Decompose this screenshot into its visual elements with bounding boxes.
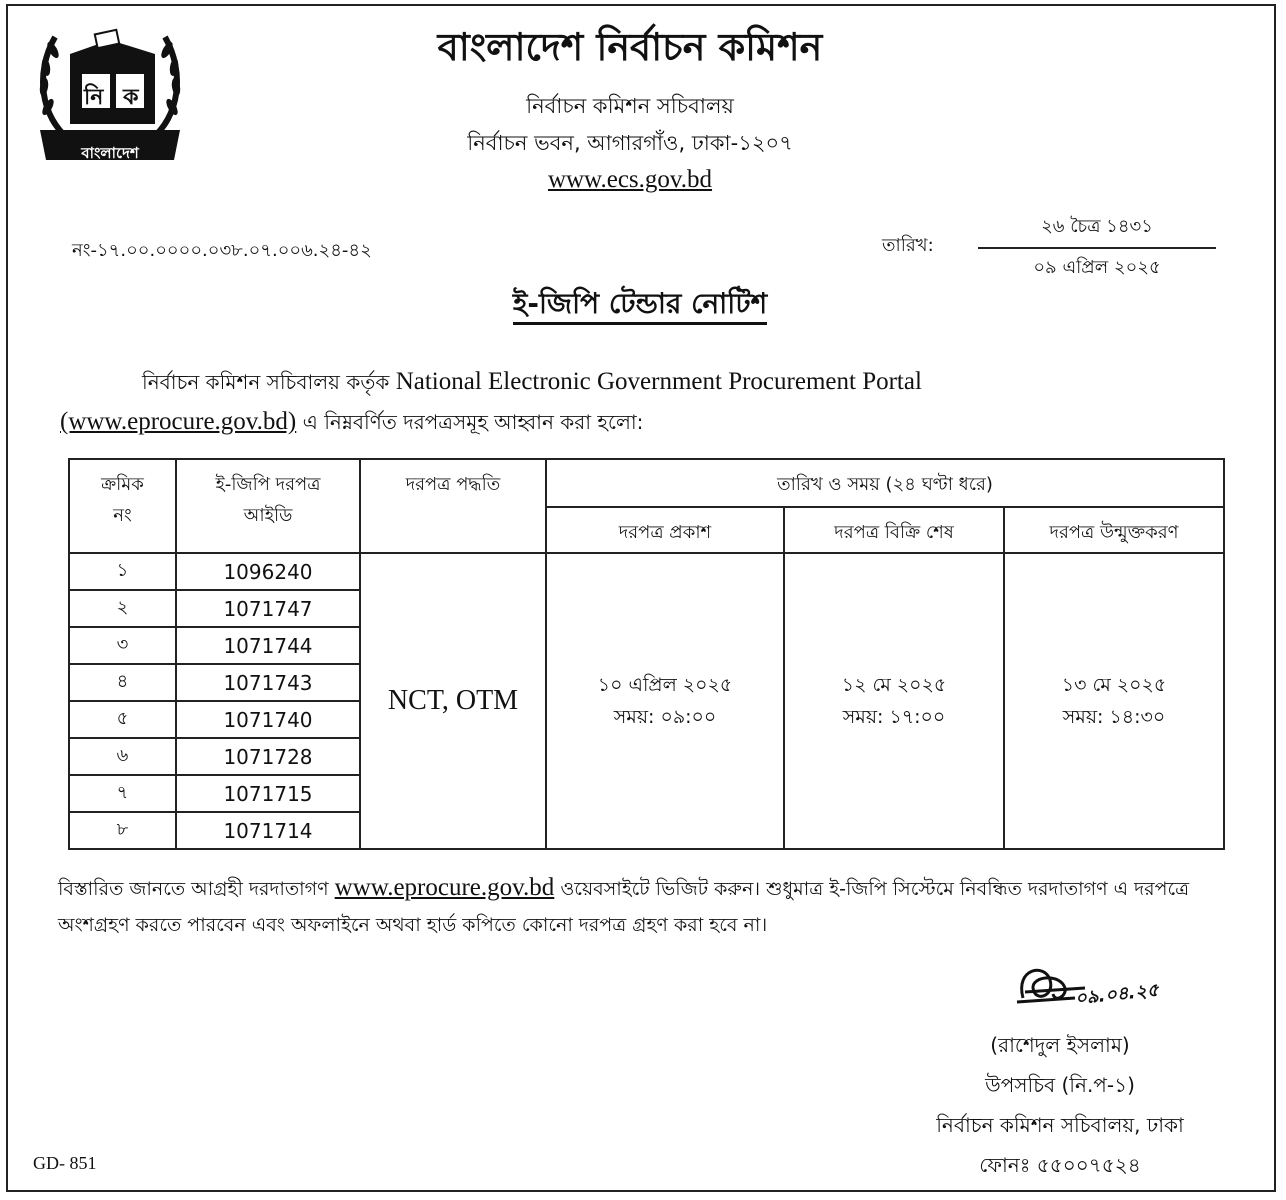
header-tender-id-line1: ই-জিপি দরপত্র	[215, 474, 321, 495]
date-block	[978, 212, 1216, 284]
signatory-block	[880, 1025, 1240, 1185]
footer-paragraph	[58, 870, 1248, 943]
row-tender-id: 1071728	[176, 738, 360, 775]
header-sale-end: দরপত্র বিক্রি শেষ	[784, 507, 1004, 553]
row-tender-id: 1071744	[176, 627, 360, 664]
intro-paragraph	[60, 362, 1230, 442]
row-tender-id: 1071747	[176, 590, 360, 627]
date-label: তারিখ:	[882, 235, 934, 256]
footer-part1: বিস্তারিত জানতে আগ্রহী দরদাতাগণ	[58, 878, 335, 900]
organization-title: বাংলাদেশ নির্বাচন কমিশন	[437, 25, 823, 69]
logo-letters: নি ক	[84, 85, 139, 110]
signatory-office: নির্বাচন কমিশন সচিবালয়, ঢাকা	[936, 1113, 1184, 1137]
memo-number: নং-১৭.০০.০০০০.০৩৮.০৭.০০৬.২৪-৪২	[72, 240, 372, 261]
row-tender-id: 1071740	[176, 701, 360, 738]
header-serial-line1: ক্রমিক	[101, 474, 144, 495]
row-serial: ২	[69, 590, 176, 627]
footer-url[interactable]: www.eprocure.gov.bd	[334, 874, 555, 901]
header-tender-id	[176, 459, 360, 553]
signatory-designation: উপসচিব (নি.প-১)	[985, 1073, 1135, 1097]
header-serial	[69, 459, 176, 553]
intro-portal-url[interactable]: (www.eprocure.gov.bd)	[60, 408, 297, 435]
row-serial: ৬	[69, 738, 176, 775]
row-tender-id: 1071714	[176, 812, 360, 849]
secretariat-name: নির্বাচন কমিশন সচিবালয়	[526, 94, 734, 118]
gd-code: GD- 851	[33, 1153, 97, 1173]
tender-method: NCT, OTM	[360, 553, 546, 849]
header-tender-id-line2: আইডি	[243, 505, 293, 526]
date-english: ০৯ এপ্রিল ২০২৫	[1033, 257, 1161, 278]
sale-end-date: ১২ মে ২০২৫	[841, 674, 947, 696]
signature-date: ০৯.০৪.২৫	[1074, 979, 1160, 1010]
opening-time: সময়: ১৪:৩০	[1062, 706, 1166, 728]
date-bangla: ২৬ চৈত্র ১৪৩১	[978, 212, 1216, 249]
row-serial: ৪	[69, 664, 176, 701]
opening-date: ১৩ মে ২০২৫	[1061, 674, 1167, 696]
row-serial: ৫	[69, 701, 176, 738]
intro-portal-name: National Electronic Government Procurement Portal	[395, 368, 922, 395]
row-tender-id: 1071715	[176, 775, 360, 812]
website-link[interactable]: www.ecs.gov.bd	[547, 166, 713, 193]
header-serial-line2: নং	[113, 505, 132, 526]
header-opening: দরপত্র উন্মুক্তকরণ	[1004, 507, 1224, 553]
row-serial: ১	[69, 553, 176, 590]
row-tender-id: 1096240	[176, 553, 360, 590]
row-tender-id: 1071743	[176, 664, 360, 701]
intro-part2: এ নিম্নবর্ণিত দরপত্রসমূহ আহ্বান করা হলো:	[296, 410, 644, 434]
publish-time: সময়: ০৯:০০	[613, 706, 717, 728]
signatory-name: (রাশেদুল ইসলাম)	[990, 1033, 1130, 1057]
office-address: নির্বাচন ভবন, আগারগাঁও, ঢাকা-১২০৭	[467, 131, 793, 155]
header-publish: দরপত্র প্রকাশ	[546, 507, 784, 553]
header-method: দরপত্র পদ্ধতি	[360, 459, 546, 553]
row-serial: ৮	[69, 812, 176, 849]
header-datetime: তারিখ ও সময় (২৪ ঘণ্টা ধরে)	[546, 459, 1224, 507]
tender-table	[68, 458, 1225, 850]
opening-datetime	[1004, 553, 1224, 849]
notice-title	[380, 282, 900, 329]
footer-part2: ওয়েবসাইটে ভিজিট করুন। শুধুমাত্র ই-জিপি সিস্টেমে নিবন্ধিত দরদাতাগণ এ দরপত্রে অংশগ্রহণ করতে পারবেন এবং অফলাইনে অথবা হার্ড কপিতে কোনো দরপত্র গ্রহণ করা হবে না।	[58, 878, 1190, 936]
notice-title-text: ই-জিপি টেন্ডার নোটিশ	[513, 287, 767, 325]
sale-end-time: সময়: ১৭:০০	[842, 706, 946, 728]
logo-banner-text: বাংলাদেশ	[81, 144, 139, 162]
publish-date: ১০ এপ্রিল ২০২৫	[597, 674, 733, 696]
publish-datetime	[546, 553, 784, 849]
signatory-phone: ফোনঃ ৫৫০০৭৫২৪	[979, 1153, 1141, 1177]
sale-end-datetime	[784, 553, 1004, 849]
intro-part1: নির্বাচন কমিশন সচিবালয় কর্তৃক	[142, 370, 396, 394]
row-serial: ৩	[69, 627, 176, 664]
row-serial: ৭	[69, 775, 176, 812]
